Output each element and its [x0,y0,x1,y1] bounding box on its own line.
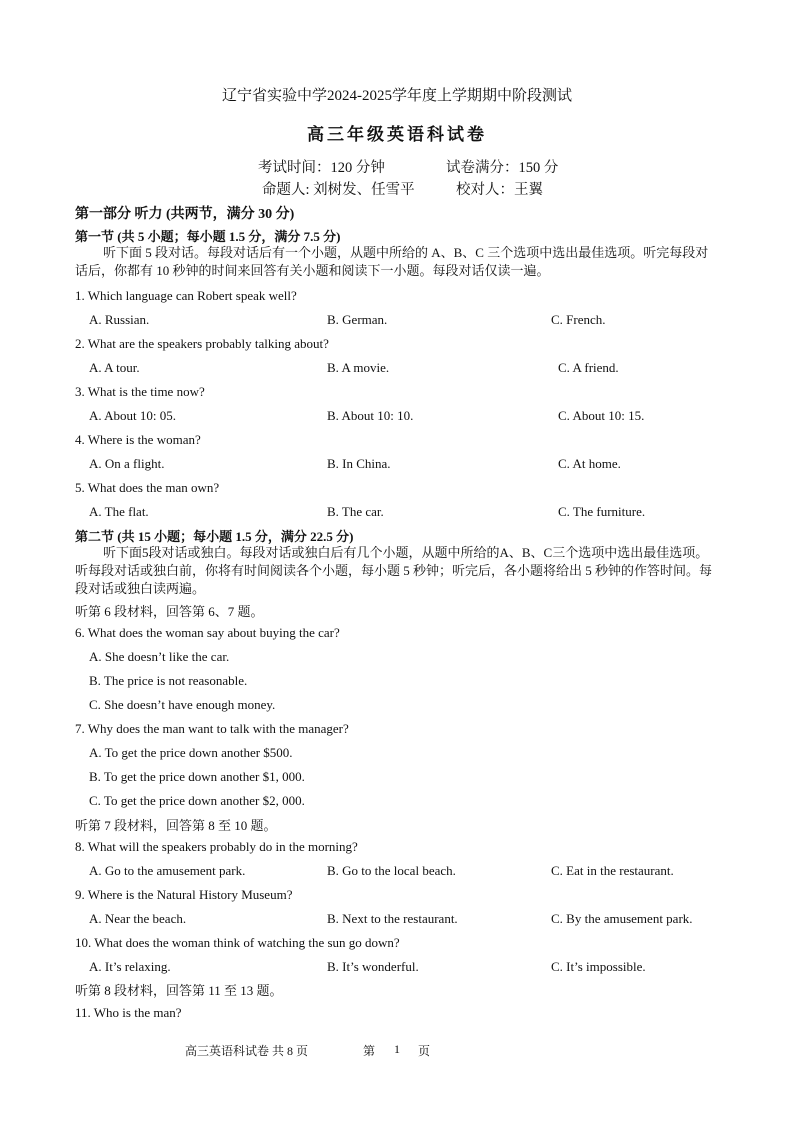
question-1: 1. Which language can Robert speak well? [75,288,297,303]
section1-instructions: 听下面 5 段对话。每段对话后有一个小题，从题中所给的 A、B、C 三个选项中选出最佳选项。听完每段对话后，你都有 10 秒钟的时间来回答有关小题和阅读下一小题。每段对话仅读一遍。 [75,245,709,278]
option-3b: B. About 10: 10. [327,408,414,423]
footer-page-number: 1 [394,1042,400,1056]
footer-page-suffix: 页 [418,1044,431,1058]
option-9b: B. Next to the restaurant. [327,911,458,926]
proofreader: 校对人：王翼 [456,182,543,198]
question-4: 4. Where is the woman? [75,432,201,447]
part1-heading: 第一部分 听力 (共两节，满分 30 分) [75,207,295,222]
option-6a: A. She doesn’t like the car. [89,649,230,664]
question-setters: 命题人: 刘树发、任雪平 [262,182,415,198]
question-3: 3. What is the time now? [75,384,205,399]
exam-time: 考试时间：120 分钟 [258,160,385,176]
material-6-note: 听第 6 段材料，回答第 6、7 题。 [75,604,264,619]
option-8a: A. Go to the amusement park. [89,863,246,878]
question-11: 11. Who is the man? [75,1005,182,1020]
section2-instructions: 听下面5段对话或独白。每段对话或独白后有几个小题，从题中所给的A、B、C三个选项中选出最佳选项。听每段对话或独白前，你将有时间阅读各个小题，每小题 5 秒钟；听完后，各小题将给出 5 秒钟的作答时间。每段对话或独白读两遍。 [75,545,713,596]
option-9a: A. Near the beach. [89,911,187,926]
option-4b: B. In China. [327,456,391,471]
question-7: 7. Why does the man want to talk with the manager? [75,721,349,736]
option-10b: B. It’s wonderful. [327,959,419,974]
question-6: 6. What does the woman say about buying the car? [75,625,340,640]
option-3c: C. About 10: 15. [558,408,645,423]
question-8: 8. What will the speakers probably do in the morning? [75,839,358,854]
option-8c: C. Eat in the restaurant. [551,863,674,878]
option-1b: B. German. [327,312,388,327]
question-9: 9. Where is the Natural History Museum? [75,887,293,902]
option-7c: C. To get the price down another $2, 000. [89,793,305,808]
exam-title: 辽宁省实验中学2024-2025学年度上学期期中阶段测试 [222,88,572,104]
full-score: 试卷满分：150 分 [446,160,559,176]
option-3a: A. About 10: 05. [89,408,177,423]
option-10c: C. It’s impossible. [551,959,646,974]
option-8b: B. Go to the local beach. [327,863,456,878]
question-2: 2. What are the speakers probably talking about? [75,336,329,351]
material-8-note: 听第 8 段材料，回答第 11 至 13 题。 [75,983,283,998]
option-6c: C. She doesn’t have enough money. [89,697,276,712]
option-7b: B. To get the price down another $1, 000. [89,769,305,784]
option-4c: C. At home. [558,456,621,471]
question-10: 10. What does the woman think of watching the sun go down? [75,935,400,950]
footer-page-prefix: 第 [363,1044,376,1058]
option-4a: A. On a flight. [89,456,165,471]
option-7a: A. To get the price down another $500. [89,745,293,760]
option-1c: C. French. [551,312,606,327]
section1-heading: 第一节 (共 5 小题；每小题 1.5 分，满分 7.5 分) [75,229,341,244]
section2-heading: 第二节 (共 15 小题；每小题 1.5 分，满分 22.5 分) [75,529,354,544]
option-5a: A. The flat. [89,504,149,519]
option-9c: C. By the amusement park. [551,911,693,926]
question-5: 5. What does the man own? [75,480,220,495]
option-10a: A. It’s relaxing. [89,959,171,974]
material-7-note: 听第 7 段材料，回答第 8 至 10 题。 [75,818,277,833]
exam-subtitle: 高三年级英语科试卷 [307,125,487,144]
option-1a: A. Russian. [89,312,150,327]
option-5c: C. The furniture. [558,504,646,519]
option-5b: B. The car. [327,504,384,519]
option-6b: B. The price is not reasonable. [89,673,248,688]
footer-paper-info: 高三英语科试卷 共 8 页 [185,1044,309,1058]
option-2b: B. A movie. [327,360,390,375]
option-2a: A. A tour. [89,360,140,375]
option-2c: C. A friend. [558,360,619,375]
